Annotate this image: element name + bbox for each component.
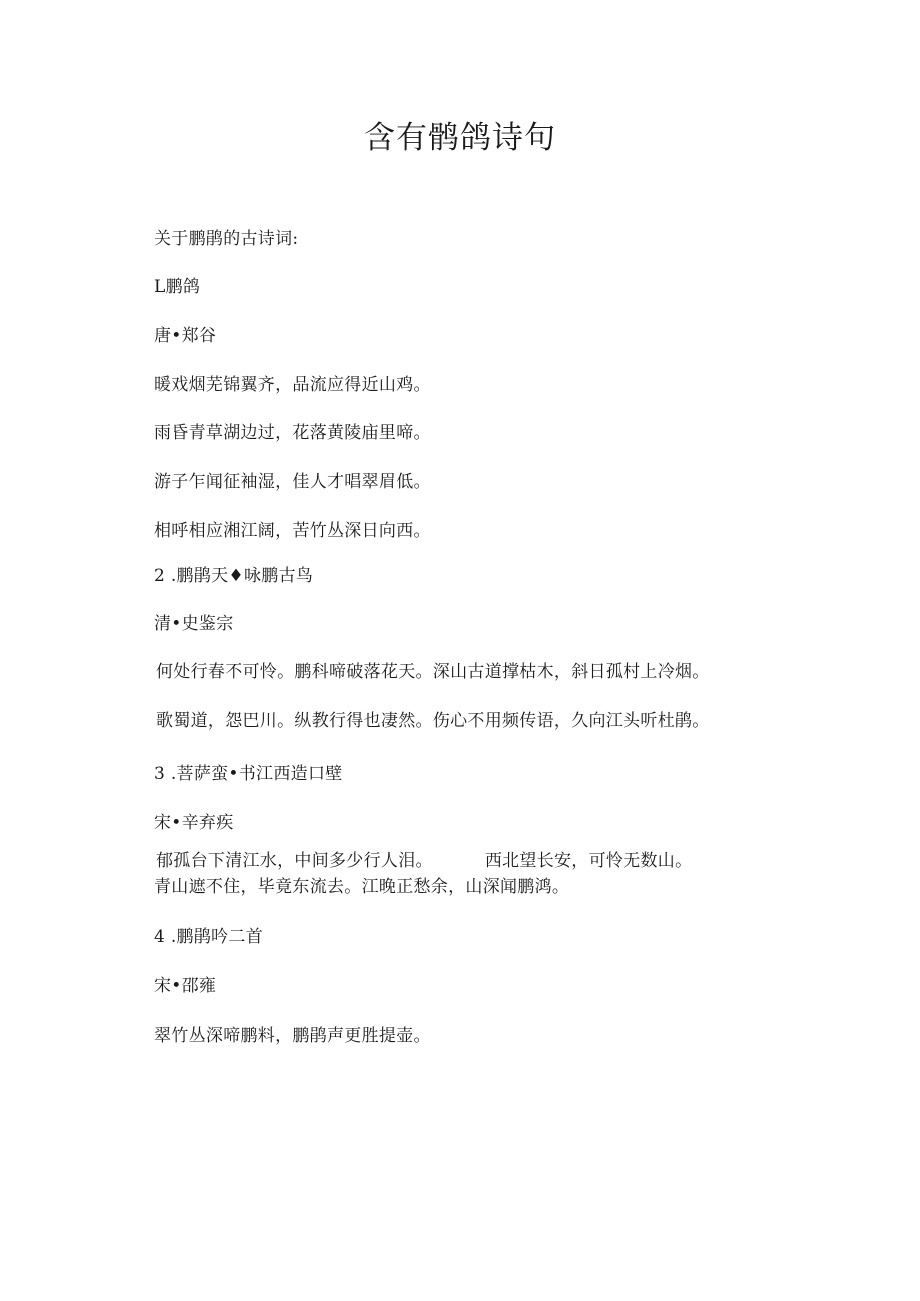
poem-1-line-3: 游子乍闻征袖湿，佳人才唱翠眉低。 (154, 472, 431, 492)
poem-1-line-1: 暖戏烟芜锦翼齐，品流应得近山鸡。 (154, 375, 431, 395)
poem-1-line-2: 雨昏青草湖边过，花落黄陵庙里啼。 (154, 423, 431, 443)
poem-2-line-2: 歌蜀道，怨巴川。纵教行得也凄然。伤心不用频传语，久向江头听杜鹃。 (156, 711, 710, 731)
poem-2-author: 清•史鉴宗 (154, 614, 234, 634)
poem-1-heading: L鹏鸽 (154, 277, 201, 297)
poem-4-author: 宋•邵雍 (154, 976, 217, 996)
poem-1-author: 唐•郑谷 (154, 326, 217, 346)
poem-4-line-1: 翠竹丛深啼鹏料，鹏鹃声更胜提壶。 (154, 1026, 431, 1046)
poem-3-line-row-1 (156, 850, 692, 872)
poem-3-line-3: 青山遮不住，毕竟东流去。江晚正愁余，山深闻鹏鸿。 (154, 877, 570, 897)
poem-3-line-2: 西北望长安，可怜无数山。 (484, 851, 693, 871)
poem-2-line-1: 何处行春不可怜。鹏科啼破落花天。深山古道撑枯木，斜日孤村上冷烟。 (156, 662, 710, 682)
intro-text: 关于鹏鹃的古诗词: (154, 229, 299, 249)
poem-3-author: 宋•辛弃疾 (154, 813, 234, 833)
poem-3-heading: 3 .菩萨蛮•书江西造口壁 (154, 764, 343, 784)
poem-2-heading: 2 .鹏鹃天♦咏鹏古鸟 (154, 566, 314, 586)
page-title: 含有鹘鸽诗句 (364, 120, 556, 156)
poem-3-line-1: 郁孤台下清江水，中间多少行人泪。 (156, 851, 433, 871)
poem-4-heading: 4 .鹏鹃吟二首 (154, 927, 264, 947)
poem-1-line-4: 相呼相应湘江阔，苦竹丛深日向西。 (154, 521, 431, 541)
